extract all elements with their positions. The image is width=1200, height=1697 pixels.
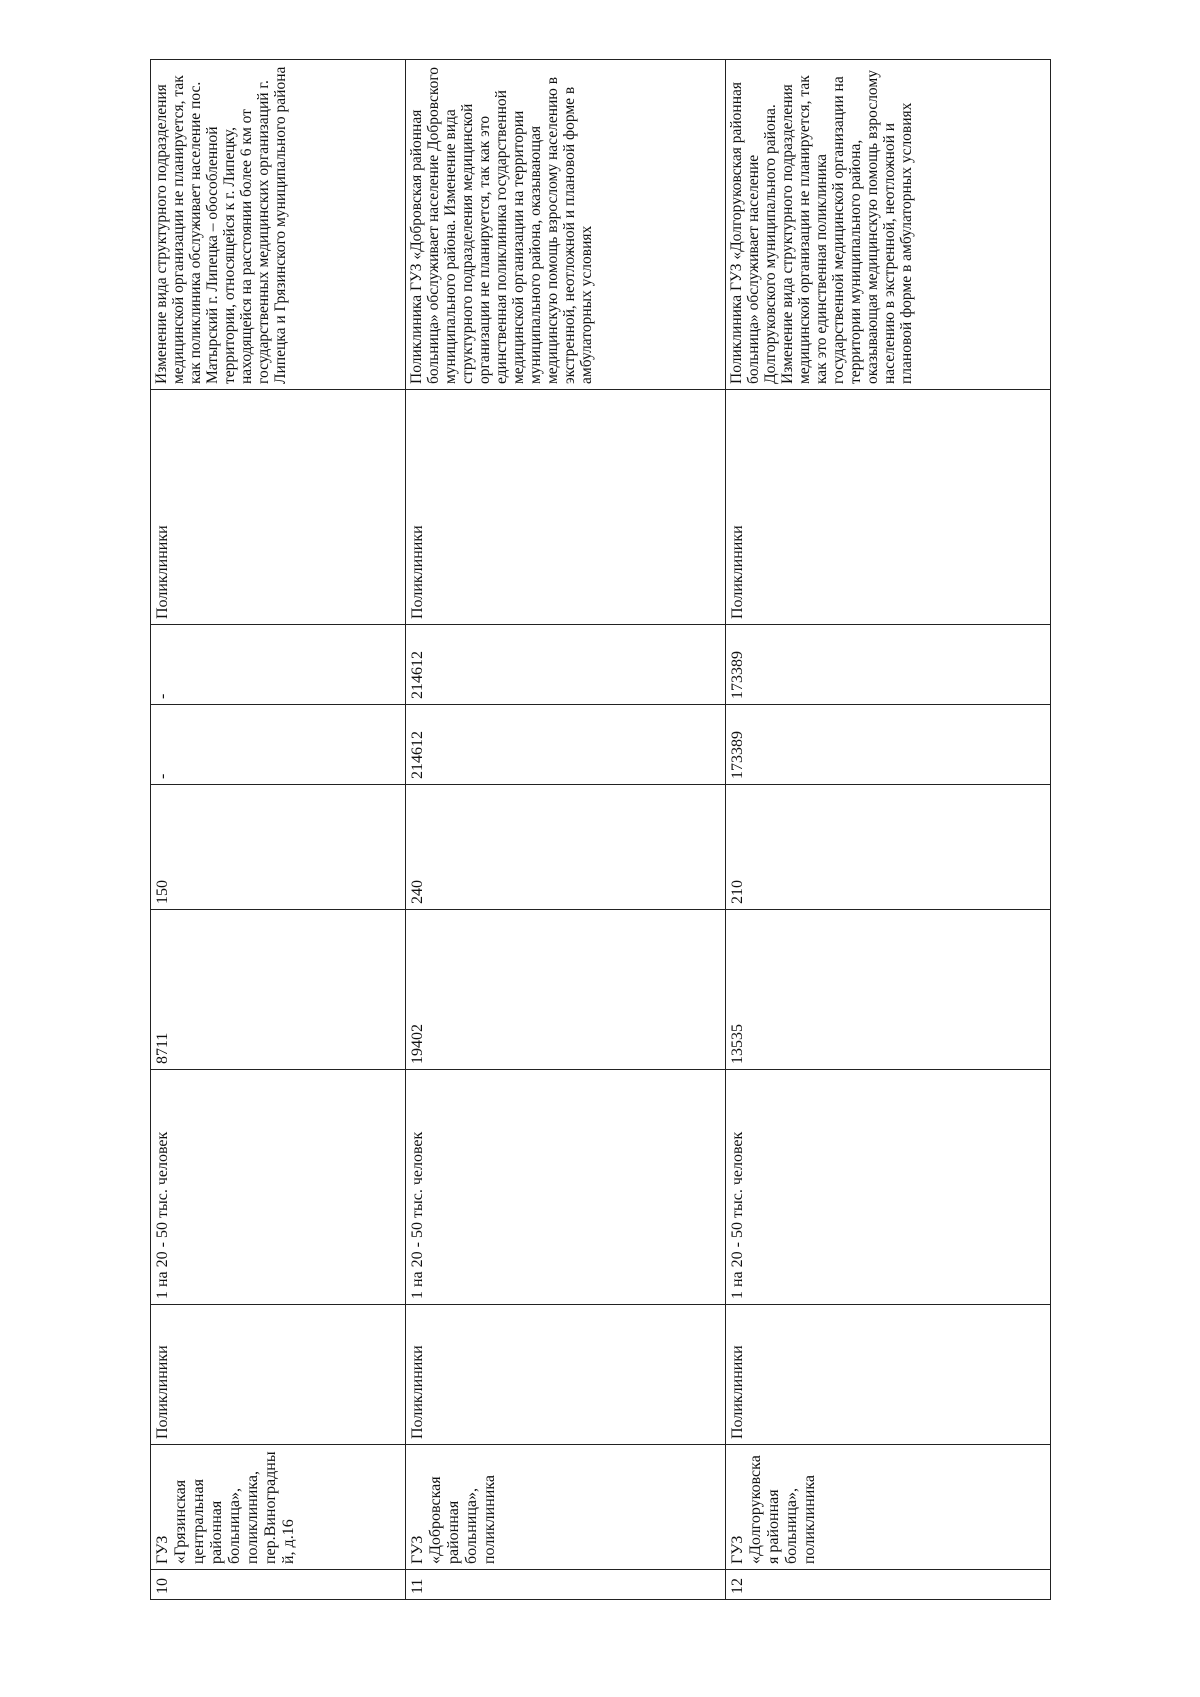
facility-type-cell-2: Поликлиники — [151, 390, 406, 625]
capacity-cell: 240 — [406, 785, 726, 910]
capacity-cell: 150 — [151, 785, 406, 910]
value-cell: 173389 — [726, 625, 1051, 705]
note-cell: Изменение вида структурного подразделения медицинской организации не планируется, так как поликлиника обслуживает население пос. Матырский г. Липецка – обособленной территории, относящейся к г. Липецку, находящейся на расстоянии более 6 км от государственных медицинских организаций г. Липецка и Грязинского муниципального района — [151, 60, 406, 390]
value-cell: 214612 — [406, 625, 726, 705]
value-cell: - — [151, 705, 406, 785]
norm-cell: 1 на 20 - 50 тыс. человек — [151, 1070, 406, 1305]
table-row — [151, 60, 406, 1600]
facility-type-cell-2: Поликлиники — [726, 390, 1051, 625]
population-cell: 19402 — [406, 910, 726, 1070]
rotated-page — [150, 60, 1050, 1600]
value-cell: 214612 — [406, 705, 726, 785]
population-cell: 13535 — [726, 910, 1051, 1070]
row-number: 12 — [726, 1570, 1051, 1600]
row-number: 10 — [151, 1570, 406, 1600]
organization-cell: ГУЗ «Грязинская центральная районная больница», поликлиника, пер.Виноградный, д.16 — [151, 1445, 406, 1570]
value-cell: - — [151, 625, 406, 705]
value-cell: 173389 — [726, 705, 1051, 785]
facility-type-cell: Поликлиники — [151, 1305, 406, 1445]
facility-type-cell: Поликлиники — [726, 1305, 1051, 1445]
norm-cell: 1 на 20 - 50 тыс. человек — [726, 1070, 1051, 1305]
row-number: 11 — [406, 1570, 726, 1600]
table-row — [406, 60, 726, 1600]
facility-type-cell-2: Поликлиники — [406, 390, 726, 625]
facility-type-cell: Поликлиники — [406, 1305, 726, 1445]
note-cell: Поликлиника ГУЗ «Добровская районная больница» обслуживает население Добровского муниципального района. Изменение вида структурного подразделения медицинской организации не планируется, так как это единственная поликлиника государственной медицинской организации на территории муниципального района, оказывающая медицинскую помощь взрослому населению в экстренной, неотложной и плановой форме в амбулаторных условиях — [406, 60, 726, 390]
organization-cell: ГУЗ «Долгоруковская районная больница», поликлиника — [726, 1445, 1051, 1570]
organization-cell: ГУЗ «Добровская районная больница», поликлиника — [406, 1445, 726, 1570]
table-row — [726, 60, 1051, 1600]
facilities-table — [150, 59, 1051, 1600]
population-cell: 8711 — [151, 910, 406, 1070]
capacity-cell: 210 — [726, 785, 1051, 910]
note-cell: Поликлиника ГУЗ «Долгоруковская районная больница» обслуживает население Долгоруковского муниципального района. Изменение вида структурного подразделения медицинской организации не планируется, так как это единственная поликлиника государственной медицинской организации на территории муниципального района, оказывающая медицинскую помощь взрослому населению в экстренной, неотложной и плановой форме в амбулаторных условиях — [726, 60, 1051, 390]
norm-cell: 1 на 20 - 50 тыс. человек — [406, 1070, 726, 1305]
